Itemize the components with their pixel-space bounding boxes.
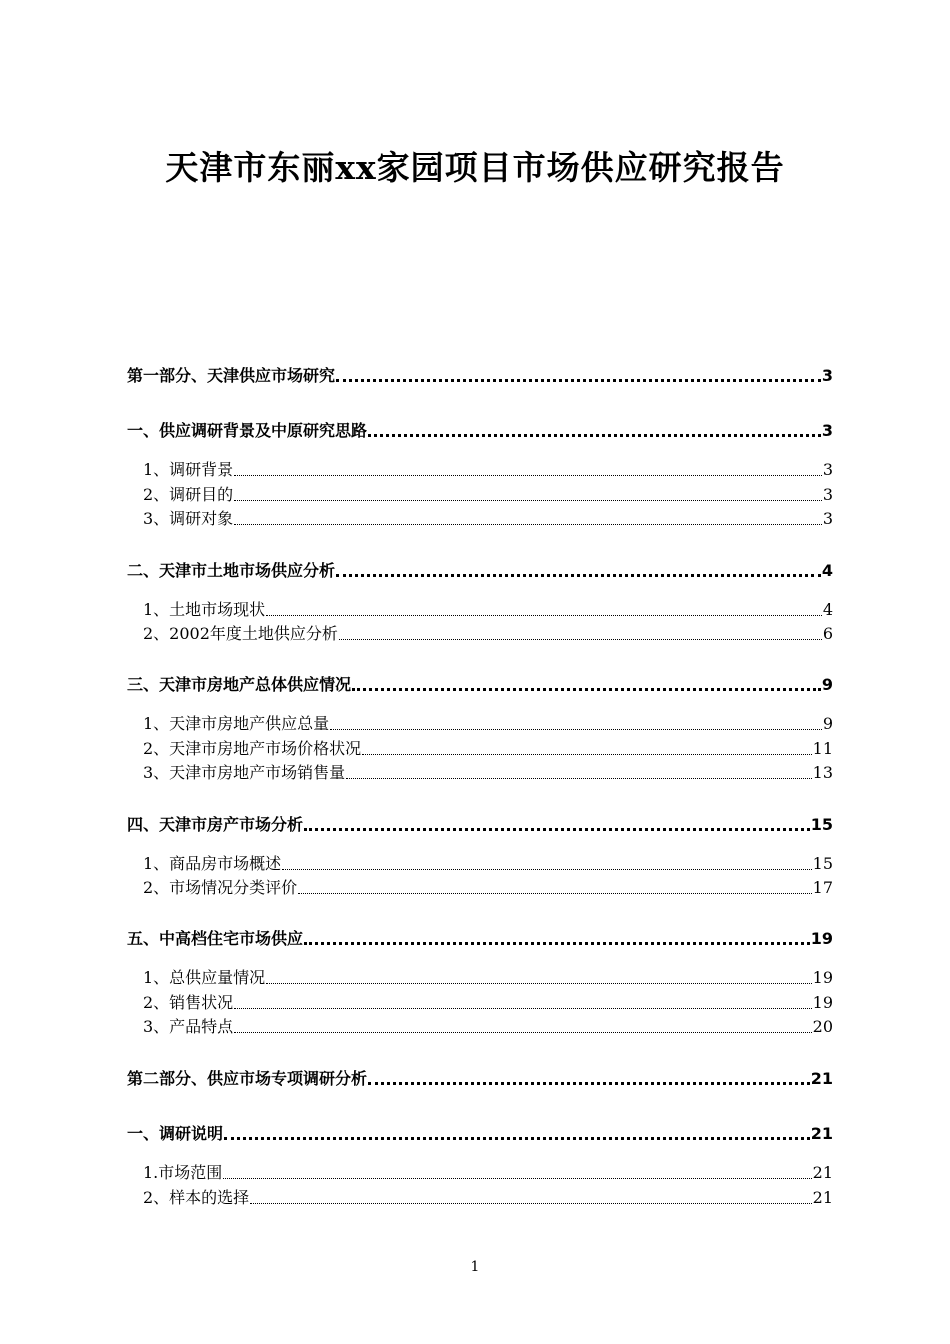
toc-entry-section[interactable]	[127, 1126, 833, 1142]
toc-entry-subsection[interactable]	[143, 765, 833, 781]
toc-entry-subsection[interactable]	[143, 511, 833, 527]
toc-entry-page: 19	[812, 993, 833, 1012]
toc-entry-text: 2、天津市房地产市场价格状况	[143, 739, 362, 758]
toc-entry-text: 三、天津市房地产总体供应情况	[127, 675, 352, 694]
toc-leader-dots	[250, 1199, 811, 1204]
toc-entry-subsection[interactable]	[143, 626, 833, 642]
toc-entry-page: 21	[810, 1124, 833, 1143]
toc-entry-page: 15	[812, 854, 833, 873]
document-title: 天津市东丽xx家园项目市场供应研究报告	[165, 148, 785, 187]
toc-entry-subsection[interactable]	[143, 970, 833, 986]
toc-leader-dots	[266, 979, 811, 984]
toc-leader-dots	[339, 635, 822, 640]
toc-entry-text: 2、样本的选择	[143, 1188, 250, 1207]
toc-entry-subsection[interactable]	[143, 741, 833, 757]
toc-entry-page: 15	[810, 815, 833, 834]
toc-entry-text: 1、总供应量情况	[143, 968, 266, 987]
toc-entry-text: 一、供应调研背景及中原研究思路	[127, 421, 368, 440]
toc-leader-dots	[234, 1004, 811, 1009]
toc-entry-page: 17	[812, 878, 833, 897]
toc-entry-page: 20	[812, 1017, 833, 1036]
toc-entry-page: 19	[810, 929, 833, 948]
page-number: 1	[470, 1259, 480, 1275]
toc-entry-section[interactable]	[127, 677, 833, 693]
toc-entry-text: 2、销售状况	[143, 993, 234, 1012]
toc-entry-text: 3、调研对象	[143, 509, 234, 528]
toc-entry-page: 3	[822, 460, 833, 479]
toc-entry-section[interactable]	[127, 563, 833, 579]
toc-entry-subsection[interactable]	[143, 1190, 833, 1206]
toc-leader-dots	[368, 430, 821, 437]
toc-entry-text: 第二部分、供应市场专项调研分析	[127, 1069, 368, 1088]
toc-leader-dots	[304, 938, 810, 945]
toc-entry-page: 9	[822, 714, 833, 733]
toc-leader-dots	[223, 1174, 811, 1179]
toc-entry-text: 五、中高档住宅市场供应	[127, 929, 304, 948]
toc-entry-page: 6	[822, 624, 833, 643]
toc-entry-section[interactable]	[127, 423, 833, 439]
toc-leader-dots	[346, 774, 811, 779]
toc-entry-subsection[interactable]	[143, 716, 833, 732]
toc-leader-dots	[282, 865, 811, 870]
toc-entry-text: 3、天津市房地产市场销售量	[143, 763, 346, 782]
toc-entry-page: 11	[812, 739, 833, 758]
toc-entry-subsection[interactable]	[143, 602, 833, 618]
toc-entry-part-1[interactable]	[127, 368, 833, 384]
toc-entry-text: 一、调研说明	[127, 1124, 224, 1143]
toc-entry-page: 4	[822, 600, 833, 619]
toc-entry-page: 3	[822, 485, 833, 504]
toc-entry-page: 19	[812, 968, 833, 987]
toc-entry-page: 4	[821, 561, 833, 580]
toc-entry-subsection[interactable]	[143, 1165, 833, 1181]
toc-leader-dots	[234, 496, 822, 501]
toc-leader-dots	[362, 750, 811, 755]
toc-entry-page: 3	[821, 421, 833, 440]
toc-entry-text: 1、调研背景	[143, 460, 234, 479]
toc-entry-text: 二、天津市土地市场供应分析	[127, 561, 336, 580]
toc-entry-text: 3、产品特点	[143, 1017, 234, 1036]
toc-entry-section[interactable]	[127, 817, 833, 833]
toc-leader-dots	[234, 1028, 811, 1033]
toc-entry-text: 四、天津市房产市场分析	[127, 815, 304, 834]
toc-entry-subsection[interactable]	[143, 856, 833, 872]
toc-entry-page: 13	[812, 763, 833, 782]
toc-leader-dots	[352, 684, 821, 691]
toc-entry-subsection[interactable]	[143, 487, 833, 503]
toc-leader-dots	[298, 889, 811, 894]
toc-leader-dots	[368, 1078, 810, 1085]
toc-entry-page: 3	[822, 509, 833, 528]
toc-entry-page: 3	[821, 366, 833, 385]
toc-entry-text: 1、土地市场现状	[143, 600, 266, 619]
toc-entry-subsection[interactable]	[143, 995, 833, 1011]
toc-entry-page: 9	[821, 675, 833, 694]
toc-entry-subsection[interactable]	[143, 880, 833, 896]
toc-entry-text: 2、调研目的	[143, 485, 234, 504]
toc-entry-page: 21	[812, 1163, 833, 1182]
toc-entry-text: 第一部分、天津供应市场研究	[127, 366, 336, 385]
toc-leader-dots	[336, 375, 821, 382]
toc-leader-dots	[224, 1133, 810, 1140]
toc-leader-dots	[336, 570, 821, 577]
toc-entry-text: 2、2002年度土地供应分析	[143, 624, 338, 643]
toc-entry-part-2[interactable]	[127, 1071, 833, 1087]
toc-leader-dots	[304, 824, 810, 831]
toc-entry-text: 1、天津市房地产供应总量	[143, 714, 330, 733]
toc-entry-text: 1、商品房市场概述	[143, 854, 282, 873]
toc-leader-dots	[266, 611, 822, 616]
toc-leader-dots	[234, 520, 822, 525]
toc-entry-text: 2、市场情况分类评价	[143, 878, 298, 897]
toc-entry-subsection[interactable]	[143, 1019, 833, 1035]
toc-entry-page: 21	[812, 1188, 833, 1207]
toc-leader-dots	[330, 725, 822, 730]
toc-leader-dots	[234, 471, 822, 476]
toc-entry-subsection[interactable]	[143, 462, 833, 478]
toc-entry-text: 1.市场范围	[143, 1163, 223, 1182]
toc-entry-page: 21	[810, 1069, 833, 1088]
toc-entry-section[interactable]	[127, 931, 833, 947]
